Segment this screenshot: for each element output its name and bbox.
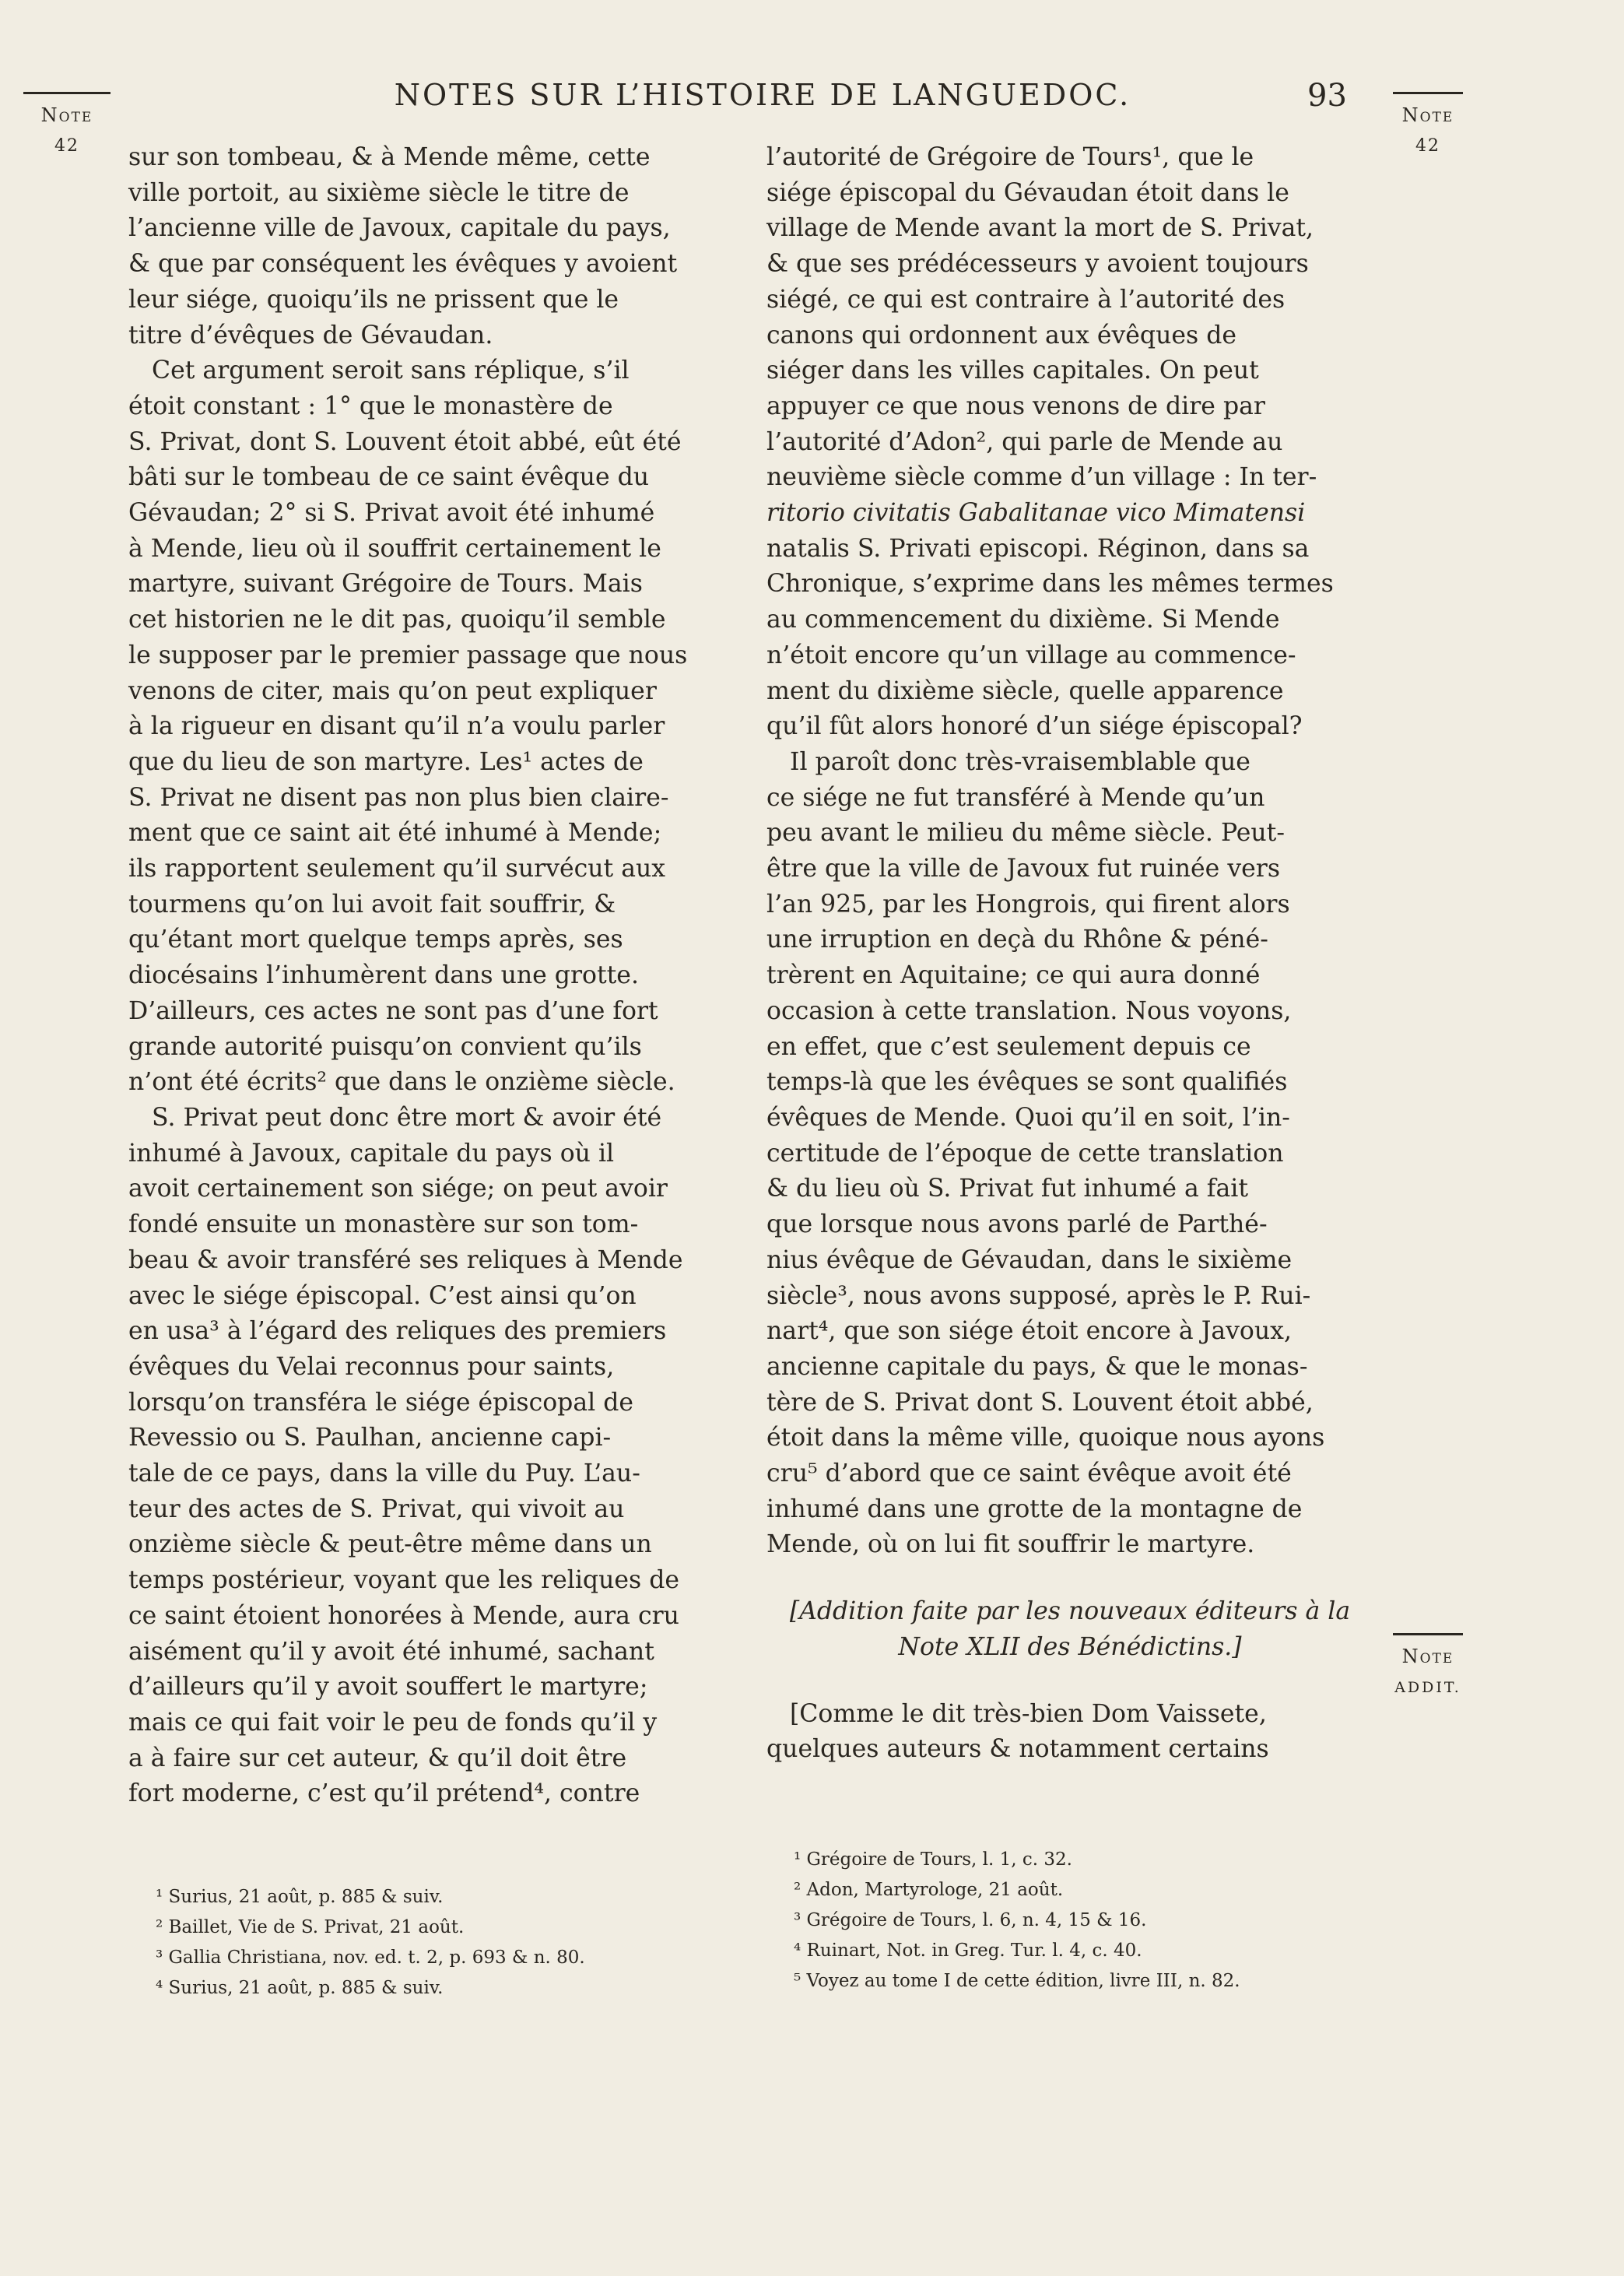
footnote: ² Adon, Martyrologe, 21 août. <box>794 1880 1064 1900</box>
text-line: nart⁴, que son siége étoit encore à Javoux, <box>766 1317 1292 1346</box>
text-line: Chronique, s’exprime dans les mêmes termes <box>766 570 1334 599</box>
text-line: cet historien ne le dit pas, quoiqu’il semble <box>128 606 666 634</box>
text-line: ritorio civitatis Gabalitanae vico Mimatensi <box>766 499 1306 528</box>
margin-note-label: Note <box>40 104 93 126</box>
footnote: ³ Gallia Christiana, nov. ed. t. 2, p. 693 & n. 80. <box>156 1948 585 1968</box>
text-line: onzième siècle & peut-être même dans un <box>128 1530 652 1559</box>
text-line: S. Privat ne disent pas non plus bien claire- <box>128 783 669 812</box>
text-line: avoit certainement son siége; on peut avoir <box>128 1175 668 1203</box>
text-line: natalis S. Privati episcopi. Réginon, dans sa <box>766 534 1310 563</box>
text-line: à Mende, lieu où il souffrit certainement le <box>128 534 661 563</box>
text-line: l’an 925, par les Hongrois, qui firent alors <box>766 890 1290 918</box>
right-column <box>766 140 1373 1768</box>
text-line: nius évêque de Gévaudan, dans le sixième <box>766 1245 1293 1274</box>
text-line: tourmens qu’on lui avoit fait souffrir, & <box>128 890 616 918</box>
text-line: lorsqu’on transféra le siége épiscopal de <box>128 1388 634 1417</box>
text-line: ancienne capitale du pays, & que le monas- <box>766 1352 1308 1381</box>
margin-note-label: Note <box>1401 1646 1454 1667</box>
footnote: ¹ Grégoire de Tours, l. 1, c. 32. <box>794 1849 1072 1870</box>
text-line: aisément qu’il y avoit été inhumé, sachant <box>128 1637 654 1666</box>
margin-note-sub: ADDIT. <box>1394 1679 1461 1696</box>
text-line: village de Mende avant la mort de S. Privat, <box>766 214 1314 243</box>
text-line: tère de S. Privat dont S. Louvent étoit abbé, <box>766 1388 1314 1417</box>
margin-note-right <box>1393 100 1463 162</box>
footnote: ⁴ Ruinart, Not. in Greg. Tur. l. 4, c. 40. <box>794 1941 1142 1961</box>
text-line: que lorsque nous avons parlé de Parthé- <box>766 1210 1268 1239</box>
text-line: ils rapportent seulement qu’il survécut aux <box>128 855 666 883</box>
margin-note-number: 42 <box>1415 136 1440 156</box>
text-line: titre d’évêques de Gévaudan. <box>128 321 493 349</box>
spacer <box>766 1563 1373 1594</box>
text-line: leur siége, quoiqu’ils ne prissent que le <box>128 285 619 314</box>
text-line: le supposer par le premier passage que nous <box>128 641 688 669</box>
text-line: en effet, que c’est seulement depuis ce <box>766 1032 1251 1061</box>
text-line: canons qui ordonnent aux évêques de <box>766 321 1237 349</box>
text-line: cru⁵ d’abord que ce saint évêque avoit été <box>766 1459 1292 1488</box>
text-line: D’ailleurs, ces actes ne sont pas d’une fort <box>128 996 658 1025</box>
text-line: d’ailleurs qu’il y avoit souffert le martyre; <box>128 1673 648 1702</box>
text-line: l’autorité de Grégoire de Tours¹, que le <box>766 143 1254 171</box>
text-line: siècle³, nous avons supposé, après le P. Rui- <box>766 1281 1311 1310</box>
footnote: ² Baillet, Vie de S. Privat, 21 août. <box>156 1917 465 1937</box>
text-line: teur des actes de S. Privat, qui vivoit au <box>128 1495 625 1523</box>
text-line: Revessio ou S. Paulhan, ancienne capi- <box>128 1424 612 1452</box>
page-number: 93 <box>1307 78 1347 114</box>
text-line: peu avant le milieu du même siècle. Peut- <box>766 819 1285 848</box>
text-line: l’ancienne ville de Javoux, capitale du pays, <box>128 214 671 243</box>
left-column <box>128 140 735 1812</box>
text-line: & que par conséquent les évêques y avoient <box>128 250 678 279</box>
addition-heading: [Addition faite par les nouveaux éditeurs à la <box>789 1597 1351 1626</box>
text-line: Gévaudan; 2° si S. Privat avoit été inhumé <box>128 499 655 528</box>
text-line: S. Privat, dont S. Louvent étoit abbé, eût été <box>128 427 682 456</box>
text-line: venons de citer, mais qu’on peut expliquer <box>128 676 657 705</box>
text-line: grande autorité puisqu’on convient qu’ils <box>128 1032 642 1061</box>
text-line: ce siége ne fut transféré à Mende qu’un <box>766 783 1265 812</box>
footnote: ¹ Surius, 21 août, p. 885 & suiv. <box>156 1887 444 1907</box>
footnote: ⁵ Voyez au tome I de cette édition, livre III, n. 82. <box>794 1971 1240 1991</box>
text-line: beau & avoir transféré ses reliques à Mende <box>128 1245 683 1274</box>
text-line: au commencement du dixième. Si Mende <box>766 606 1280 634</box>
footnote: ³ Grégoire de Tours, l. 6, n. 4, 15 & 16. <box>794 1910 1147 1930</box>
text-line: trèrent en Aquitaine; ce qui aura donné <box>766 961 1261 990</box>
text-line: avec le siége épiscopal. C’est ainsi qu’on <box>128 1281 637 1310</box>
text-line: bâti sur le tombeau de ce saint évêque du <box>128 463 650 492</box>
text-line: Mende, où on lui fit souffrir le martyre. <box>766 1530 1255 1559</box>
text-line: temps-là que les évêques se sont qualifiés <box>766 1068 1288 1097</box>
text-line: tale de ce pays, dans la ville du Puy. L’au- <box>128 1459 640 1488</box>
text-line: qu’étant mort quelque temps après, ses <box>128 926 623 954</box>
text-line: & que ses prédécesseurs y avoient toujours <box>766 250 1309 279</box>
text-line: être que la ville de Javoux fut ruinée vers <box>766 855 1280 883</box>
footnotes-right <box>794 1845 1416 1997</box>
text-line: que du lieu de son martyre. Les¹ actes de <box>128 747 644 776</box>
running-title: NOTES SUR L’HISTOIRE DE LANGUEDOC. <box>394 78 1131 112</box>
text-line: certitude de l’époque de cette translation <box>766 1139 1284 1168</box>
text-line: S. Privat peut donc être mort & avoir été <box>152 1103 662 1132</box>
text-line: sur son tombeau, & à Mende même, cette <box>128 143 651 171</box>
text-line: à la rigueur en disant qu’il n’a voulu parler <box>128 712 665 741</box>
text-line: évêques de Mende. Quoi qu’il en soit, l’in- <box>766 1103 1290 1132</box>
footnote: ⁴ Surius, 21 août, p. 885 & suiv. <box>156 1978 444 1998</box>
text-line: ville portoit, au sixième siècle le titre de <box>128 178 630 207</box>
text-line: siéger dans les villes capitales. On peut <box>766 357 1259 385</box>
text-line: a à faire sur cet auteur, & qu’il doit être <box>128 1744 627 1772</box>
text-line: Cet argument seroit sans réplique, s’il <box>152 357 630 385</box>
text-line: fondé ensuite un monastère sur son tom- <box>128 1210 639 1239</box>
text-line: inhumé à Javoux, capitale du pays où il <box>128 1139 615 1168</box>
text-line: en usa³ à l’égard des reliques des premiers <box>128 1317 667 1346</box>
text-line: fort moderne, c’est qu’il prétend⁴, contre <box>128 1779 640 1808</box>
margin-note-label: Note <box>1401 104 1454 126</box>
text-line: siégé, ce qui est contraire à l’autorité des <box>766 285 1286 314</box>
text-line: évêques du Velai reconnus pour saints, <box>128 1352 615 1381</box>
margin-note-left <box>23 100 110 162</box>
text-line: occasion à cette translation. Nous voyons, <box>766 996 1292 1025</box>
text-line: mais ce qui fait voir le peu de fonds qu’il y <box>128 1708 658 1737</box>
text-line: n’étoit encore qu’un village au commence- <box>766 641 1296 669</box>
left-margin-rule <box>23 92 110 94</box>
text-line: qu’il fût alors honoré d’un siége épiscopal? <box>766 712 1303 741</box>
spacer <box>766 1666 1373 1697</box>
text-line: diocésains l’inhumèrent dans une grotte. <box>128 961 639 990</box>
text-line: ment du dixième siècle, quelle apparence <box>766 676 1284 705</box>
text-line: appuyer ce que nous venons de dire par <box>766 392 1265 420</box>
text-line: ment que ce saint ait été inhumé à Mende; <box>128 819 662 848</box>
text-line: inhumé dans une grotte de la montagne de <box>766 1495 1303 1523</box>
text-line: étoit dans la même ville, quoique nous ayons <box>766 1424 1325 1452</box>
margin-note-number: 42 <box>54 136 79 156</box>
text-line: neuvième siècle comme d’un village : In ter- <box>766 463 1317 492</box>
text-line: n’ont été écrits² que dans le onzième siècle. <box>128 1068 675 1097</box>
text-line: temps postérieur, voyant que les reliques de <box>128 1566 680 1595</box>
right-margin-rule <box>1393 92 1463 94</box>
addit-margin-rule <box>1393 1633 1463 1635</box>
text-line: & du lieu où S. Privat fut inhumé a fait <box>766 1175 1248 1203</box>
text-line: étoit constant : 1° que le monastère de <box>128 392 613 420</box>
text-line: une irruption en deçà du Rhône & péné- <box>766 926 1268 954</box>
text-line: martyre, suivant Grégoire de Tours. Mais <box>128 570 643 599</box>
text-line: Il paroît donc très-vraisemblable que <box>790 747 1250 776</box>
text-line: ce saint étoient honorées à Mende, aura cru <box>128 1601 679 1630</box>
text-line: [Comme le dit très-bien Dom Vaissete, <box>790 1699 1267 1728</box>
text-line: l’autorité d’Adon², qui parle de Mende au <box>766 427 1283 456</box>
margin-note-addit <box>1385 1641 1471 1703</box>
text-line: siége épiscopal du Gévaudan étoit dans le <box>766 178 1289 207</box>
footnotes-left <box>156 1882 778 2004</box>
addition-heading: Note XLII des Bénédictins.] <box>898 1632 1242 1661</box>
text-line: quelques auteurs & notamment certains <box>766 1735 1269 1764</box>
